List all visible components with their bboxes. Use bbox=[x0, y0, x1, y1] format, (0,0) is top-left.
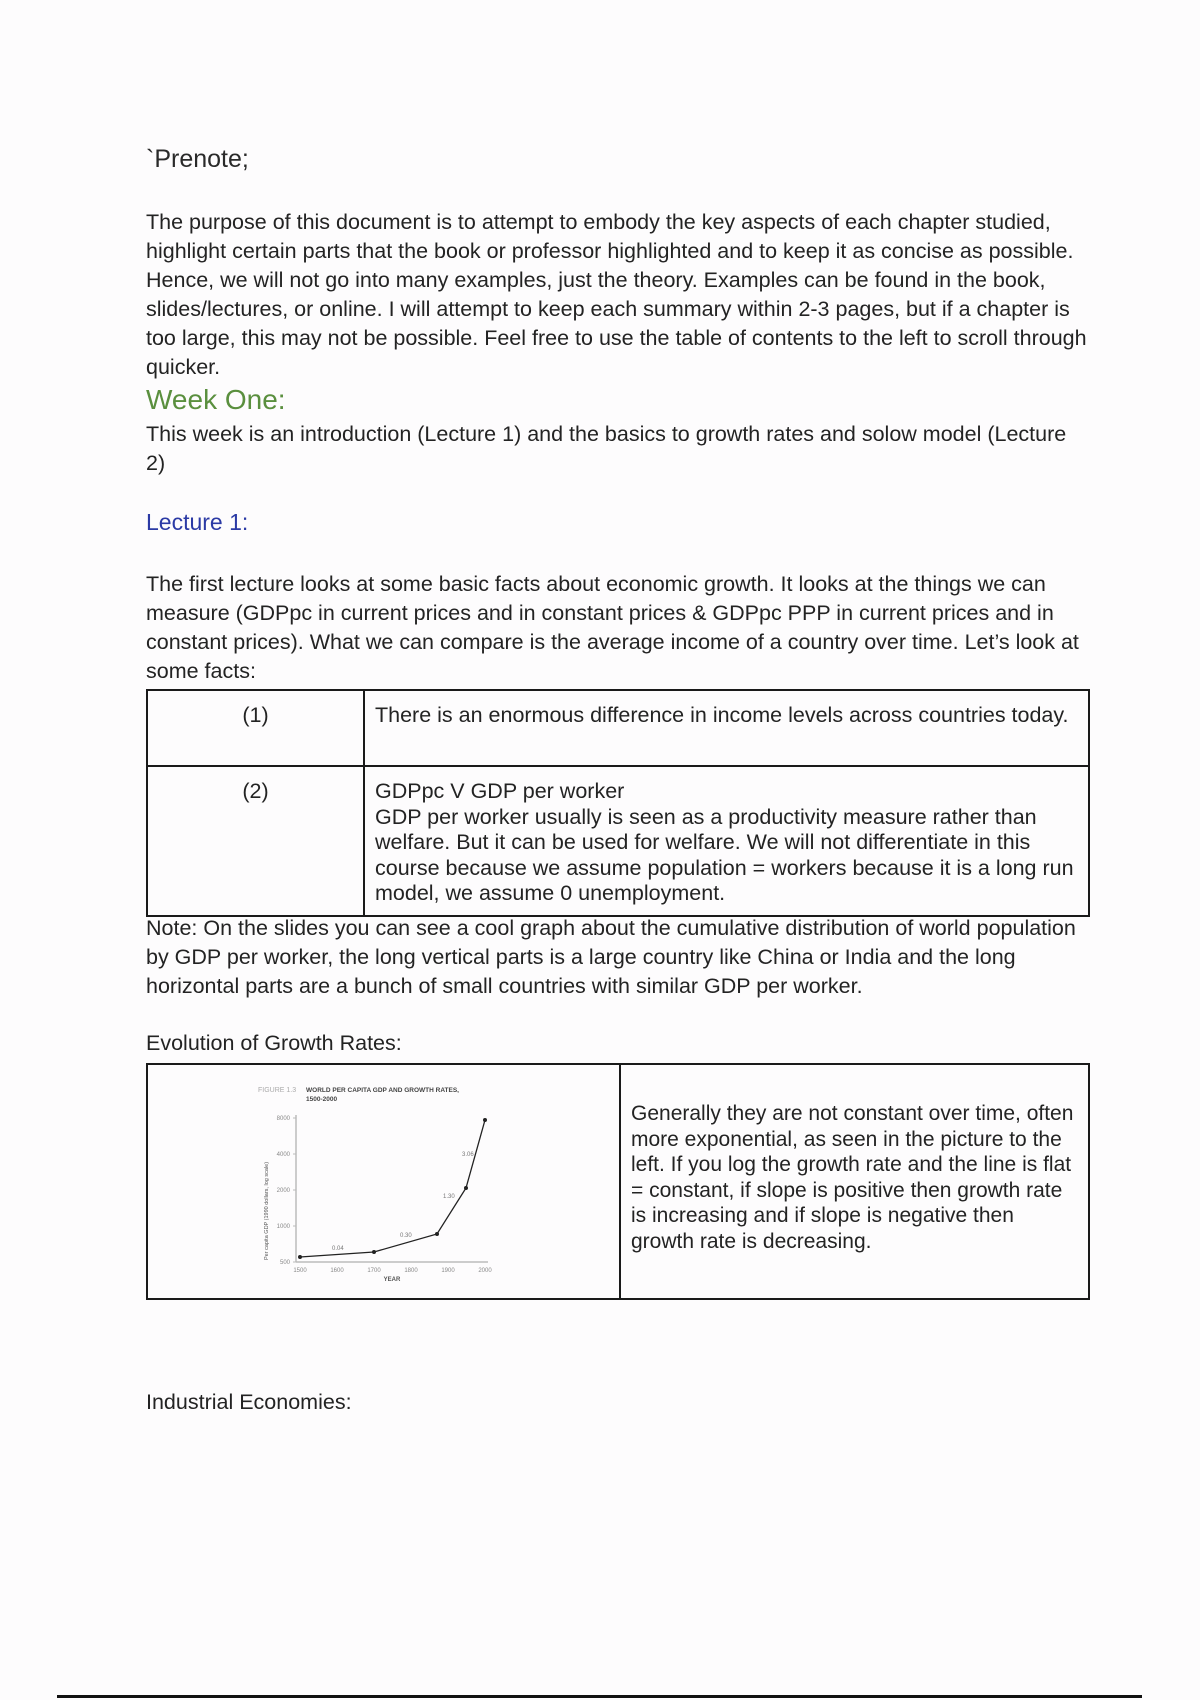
evolution-text: Generally they are not constant over time, often more exponential, as seen in the picture to the left. If you log the growth rate and the line is flat = constant, if slope is positive then growth rate is increasing and if slope is negative then growth rate is decreasing. bbox=[631, 1102, 1074, 1253]
svg-text:3.06: 3.06 bbox=[462, 1152, 474, 1158]
svg-text:2000: 2000 bbox=[478, 1268, 492, 1274]
industrial-economies-heading: Industrial Economies: bbox=[146, 1390, 352, 1414]
table-row bbox=[147, 766, 1089, 916]
table-row bbox=[147, 690, 1089, 766]
svg-text:0.30: 0.30 bbox=[400, 1233, 412, 1239]
chart-title-years: 1500-2000 bbox=[306, 1096, 338, 1103]
y-tick-labels bbox=[277, 1116, 291, 1266]
x-axis-label: YEAR bbox=[383, 1277, 401, 1283]
x-tick-labels bbox=[293, 1268, 492, 1274]
growth-chart bbox=[248, 1080, 508, 1285]
svg-text:2000: 2000 bbox=[276, 1188, 290, 1194]
svg-text:1800: 1800 bbox=[404, 1268, 418, 1274]
fact-title: There is an enormous difference in income levels across countries today. bbox=[375, 703, 1069, 727]
svg-text:1000: 1000 bbox=[276, 1224, 290, 1230]
evolution-table bbox=[146, 1063, 1090, 1300]
growth-rate-labels bbox=[332, 1152, 474, 1252]
svg-text:1700: 1700 bbox=[367, 1268, 381, 1274]
growth-chart-svg bbox=[248, 1080, 508, 1285]
chart-cell bbox=[148, 1065, 621, 1298]
svg-text:4000: 4000 bbox=[276, 1152, 290, 1158]
svg-text:0.04: 0.04 bbox=[332, 1246, 344, 1252]
svg-text:8000: 8000 bbox=[276, 1116, 290, 1122]
fact-cell bbox=[364, 690, 1089, 766]
svg-text:1600: 1600 bbox=[330, 1268, 344, 1274]
lecture-1-heading: Lecture 1: bbox=[146, 509, 249, 535]
svg-text:500: 500 bbox=[279, 1260, 290, 1266]
note-paragraph: Note: On the slides you can see a cool graph about the cumulative distribution of world population by GDP per worker, the long vertical parts is a large country like China or India and the long horizontal parts are a bunch of small countries with similar GDP per worker. bbox=[146, 916, 1076, 998]
svg-text:1500: 1500 bbox=[293, 1268, 307, 1274]
prenote-heading: `Prenote; bbox=[146, 145, 249, 173]
fact-body: GDP per worker usually is seen as a productivity measure rather than welfare. But it can be used for welfare. We will not differentiate in this course because we assume population = workers because it is a long run model, we assume 0 unemployment. bbox=[375, 804, 1074, 905]
chart-title: WORLD PER CAPITA GDP AND GROWTH RATES, bbox=[306, 1087, 459, 1094]
week-description: This week is an introduction (Lecture 1) and the basics to growth rates and solow model (Lecture 2) bbox=[146, 422, 1067, 475]
week-one-heading: Week One: bbox=[146, 384, 286, 415]
fact-number: (2) bbox=[147, 766, 364, 916]
intro-paragraph: The purpose of this document is to attempt to embody the key aspects of each chapter studied, highlight certain parts that the book or professor highlighted and to keep it as concise as possible. Hence, we will not go into many examples, just the theory. Examples can be found in the book, slides/lectures, or online. I will attempt to keep each summary within 2-3 pages, but if a chapter is too large, this may not be possible. Feel free to use the table of contents to the left to scroll through quicker. bbox=[146, 210, 1087, 379]
page-bottom-rule bbox=[57, 1695, 1142, 1698]
fact-number: (1) bbox=[147, 690, 364, 766]
y-axis-label: Per capita GDP (1990 dollars, log scale) bbox=[264, 1161, 270, 1260]
svg-text:1.30: 1.30 bbox=[443, 1194, 455, 1200]
evolution-heading: Evolution of Growth Rates: bbox=[146, 1031, 402, 1055]
fact-title: GDPpc V GDP per worker bbox=[375, 779, 625, 803]
gdp-line bbox=[300, 1120, 485, 1257]
fact-cell bbox=[364, 766, 1089, 916]
lecture-paragraph: The first lecture looks at some basic facts about economic growth. It looks at the things we can measure (GDPpc in current prices and in constant prices & GDPpc PPP in current prices and in constant prices). What we can compare is the average income of a country over time. Let’s look at some facts: bbox=[146, 572, 1079, 683]
chart-figure-label: FIGURE 1.3 bbox=[258, 1087, 297, 1094]
svg-text:1900: 1900 bbox=[441, 1268, 455, 1274]
facts-table bbox=[146, 689, 1090, 917]
